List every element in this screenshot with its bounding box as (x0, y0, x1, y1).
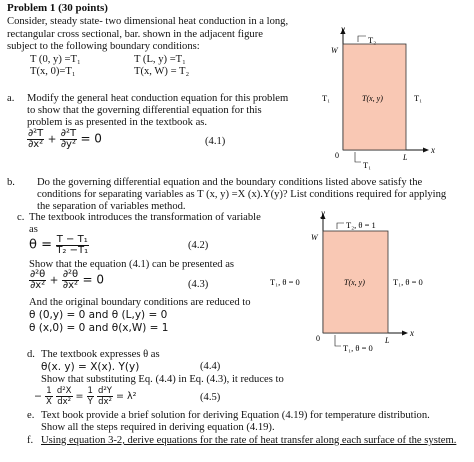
fig2-center-label: T(x, y) (344, 278, 365, 287)
part-c-line-2: as (29, 224, 38, 235)
fig1-y-label: y (341, 24, 345, 34)
intro-line-2: rectangular cross sectional, bar. shown in the adjacent figure (7, 29, 263, 40)
part-a-line-2: to show that the governing differential equation for this (27, 105, 262, 116)
part-a-line-3: problem is as presented in the textbook as. (27, 117, 208, 128)
part-a-label: a. (7, 93, 15, 104)
figure-1-rectangle-bar (300, 22, 474, 174)
part-d-label: d. (27, 349, 35, 360)
fig2-bottom-label: T₁, θ = 0 (343, 343, 373, 353)
theta-bc-1: θ (0,y) = 0 and θ (L,y) = 0 (29, 309, 168, 321)
laplace-equation: $\frac{\text{∂²T}}{\text{∂x²}}$ + $\frac{\text{∂²T}}{\text{∂y²}}$ = 0 (28, 128, 102, 150)
fig1-left-label: T₁ (322, 93, 331, 103)
part-e-label: e. (27, 410, 35, 421)
part-b-line-1: Do the governing differential equation and the boundary conditions listed above satisfy the (37, 177, 423, 188)
figure-2-rectangle-bar (256, 207, 474, 357)
fig2-w-label: W (311, 233, 318, 242)
fig2-left-label: T₁, θ = 0 (270, 277, 300, 287)
theta-laplace-equation: $\frac{\text{∂²θ}}{\text{∂x²}}$ + $\frac{\text{∂²θ}}{\text{∂x²}}$ = 0 (30, 269, 104, 291)
fig1-bottom-label: T₁ (363, 160, 372, 170)
fig2-right-label: T₁, θ = 0 (393, 277, 423, 287)
part-f-label: f. (27, 435, 34, 446)
problem-title: Problem 1 (30 points) (7, 2, 108, 14)
theta-bc-2: θ (x,0) = 0 and θ(x,W) = 1 (29, 322, 169, 334)
bc-right-1: T (L, y) =T₁ (134, 54, 186, 65)
part-e-line-2: Show all the steps required in deriving equation (4.19). (41, 422, 275, 433)
part-f-line: Using equation 3-2, derive equations for the rate of heat transfer along each surface of the system. (41, 435, 457, 446)
part-d-line-2: Show that substituting Eq. (4.4) in Eq. (4.3), it reduces to (41, 374, 284, 385)
bc-left-2: T(x, 0)=T₁ (30, 66, 76, 77)
bc-left-1: T (0, y) =T₁ (30, 54, 81, 65)
fig1-right-label: T₁ (414, 93, 423, 103)
theta-definition: θ = $\frac{\text{T − T₁}}{\text{T₂ −T₁}}$ (29, 234, 89, 256)
eq-tag-4-5: (4.5) (200, 392, 221, 403)
part-c-line-1: The textbook introduces the transformation of variable (29, 212, 261, 223)
part-c-show-line: Show that the equation (4.1) can be presented as (29, 259, 235, 270)
part-e-line-1: Text book provide a brief solution for deriving Equation (4.19) for temperature distribution. (41, 410, 430, 421)
separated-ode: − $\frac{1}{X}$ $\frac{\text{d²X}}{\text{dx²}}$ = $\frac{1}{Y}$ $\frac{\text{d²Y}}{\text{dx²}}$ = λ² (34, 386, 137, 407)
fig1-center-label: T(x, y) (362, 94, 383, 103)
eq-tag-4-2: (4.2) (188, 240, 209, 251)
part-a-line-1: Modify the general heat conduction equation for this problem (27, 93, 289, 104)
fig2-top-label: T₂, θ = 1 (346, 220, 376, 230)
fig2-origin-label: 0 (316, 334, 320, 343)
fig2-l-label: L (385, 336, 390, 345)
part-c-bc-line: And the original boundary conditions are reduced to (29, 297, 251, 308)
intro-line-1: Consider, steady state- two dimensional heat conduction in a long, (7, 16, 289, 27)
fig1-origin-label: 0 (335, 151, 339, 160)
eq-tag-4-4: (4.4) (200, 361, 221, 372)
part-b-label: b. (7, 177, 15, 188)
separation-equation: θ(x. y) = X(x). Y(y) (41, 361, 140, 373)
fig1-w-label: W (331, 46, 338, 55)
part-c-label: c. (17, 212, 25, 223)
part-b-line-3: the separation of variables method. (37, 201, 186, 212)
fig1-x-label: x (431, 145, 435, 155)
bc-right-2: T(x, W) = T₂ (134, 66, 190, 77)
fig1-l-label: L (403, 153, 408, 162)
intro-line-3: subject to the following boundary conditions: (7, 41, 200, 52)
part-b-line-2: conditions for separating variables as T (x, y) =X (x).Y(y)? List conditions required for applying (37, 189, 447, 200)
fig2-y-label: y (321, 208, 325, 218)
fig2-x-label: x (410, 328, 414, 338)
part-d-line-1: The textbook expresses θ as (41, 349, 160, 360)
fig1-top-label: T₂ (368, 35, 377, 45)
eq-tag-4-1: (4.1) (205, 136, 226, 147)
eq-tag-4-3: (4.3) (188, 279, 209, 290)
